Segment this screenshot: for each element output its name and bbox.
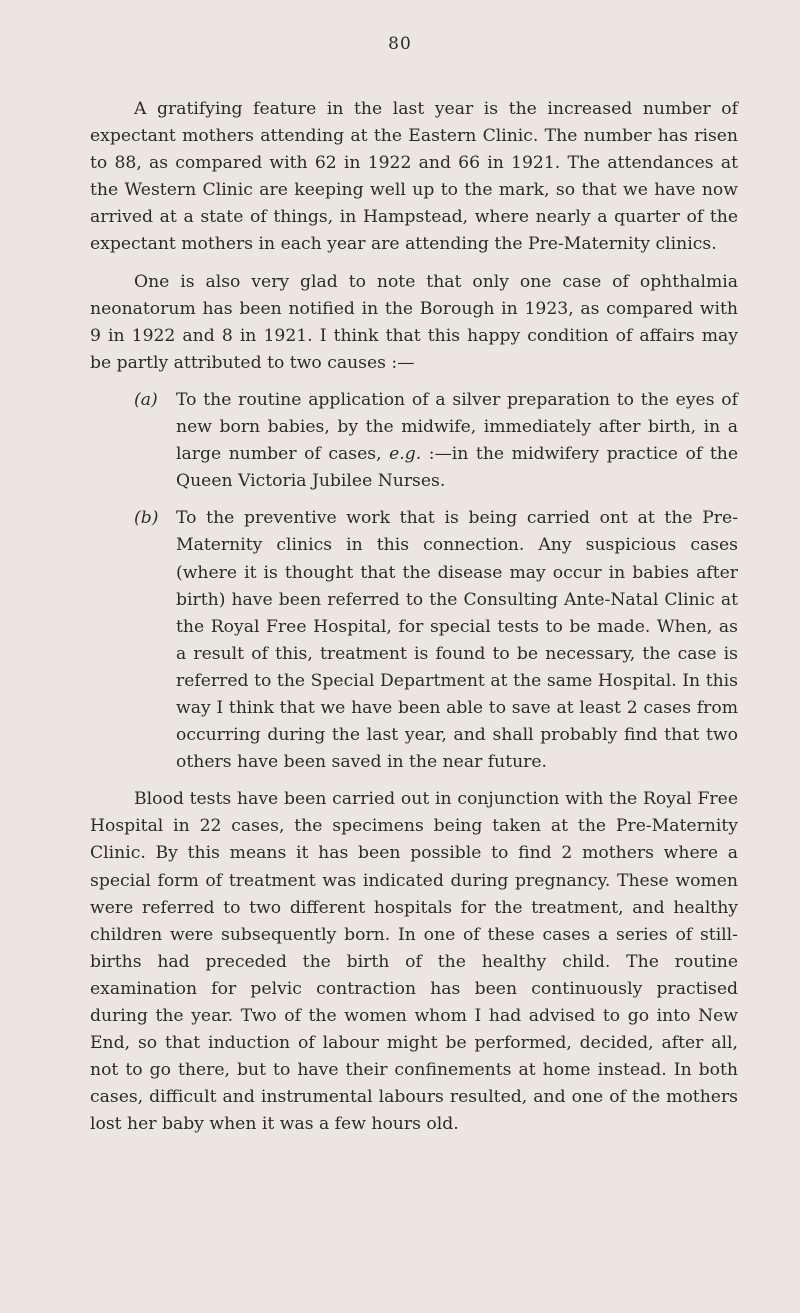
cause-item-a bbox=[90, 387, 738, 495]
cause-text-a-end: :—in the midwifery practice of the Queen Victoria Jubilee Nurses. bbox=[176, 444, 738, 492]
paragraph-eastern-clinic: A gratifying feature in the last year is the increased number of expectant mothers attending at the Eastern Clinic. The number has risen to 88, as compared with 62 in 1922 and 66 in 1921. The attendances at the Western Clinic are keeping well up to the mark, so that we have now arrived at a state of things, in Hampstead, where nearly a quarter of the expectant mothers in each year are attending the Pre-Maternity clinics. bbox=[90, 99, 738, 255]
cause-text-a-start: To the routine application of a silver preparation to the eyes of new born babies, by the midwife, immediately after birth, in a large number of cases, bbox=[176, 389, 738, 465]
body-text bbox=[90, 96, 738, 1148]
paragraph-ophthalmia: One is also very glad to note that only one case of ophthalmia neonatorum has been notified in the Borough in 1923, as compared with 9 in 1922 and 8 in 1921. I think that this happy condition of affairs may be partly attributed to two causes :— bbox=[90, 271, 738, 373]
cause-text-a-emphasis: e.g. bbox=[389, 444, 422, 465]
cause-text-b: To the preventive work that is being carried ont at the Pre-Maternity clinics in this connection. Any suspicious cases (where it is thought that the disease may occur in babies after birth) have been referred to the Consulting Ante-Natal Clinic at the Royal Free Hospital, for special tests to be made. When, as a result of this, treatment is found to be necessary, the case is referred to the Special Department at the same Hospital. In this way I think that we have been able to save at least 2 cases from occurring during the last year, and shall probably find that two others have been saved in the near future. bbox=[176, 508, 738, 773]
page-number: 80 bbox=[388, 34, 412, 54]
paragraph-blood-tests: Blood tests have been carried out in conjunction with the Royal Free Hospital in 22 cases, the specimens being taken at the Pre-Maternity Clinic. By this means it has been possible to find 2 mothers where a special form of treatment was indicated during pregnancy. These women were referred to two different hospitals for the treatment, and healthy children were subsequently born. In one of these cases a series of still-births had preceded the birth of the healthy child. The routine examination for pelvic contraction has been continuously practised during the year. Two of the women whom I had advised to go into New End, so that induction of labour might be performed, decided, after all, not to go there, but to have their confinements at home instead. In both cases, difficult and instrumental labours resulted, and one of the mothers lost her baby when it was a few hours old. bbox=[90, 789, 738, 1135]
cause-item-b bbox=[90, 505, 738, 776]
cause-marker-b: (b) bbox=[134, 508, 159, 529]
cause-marker-a: (a) bbox=[134, 389, 158, 410]
